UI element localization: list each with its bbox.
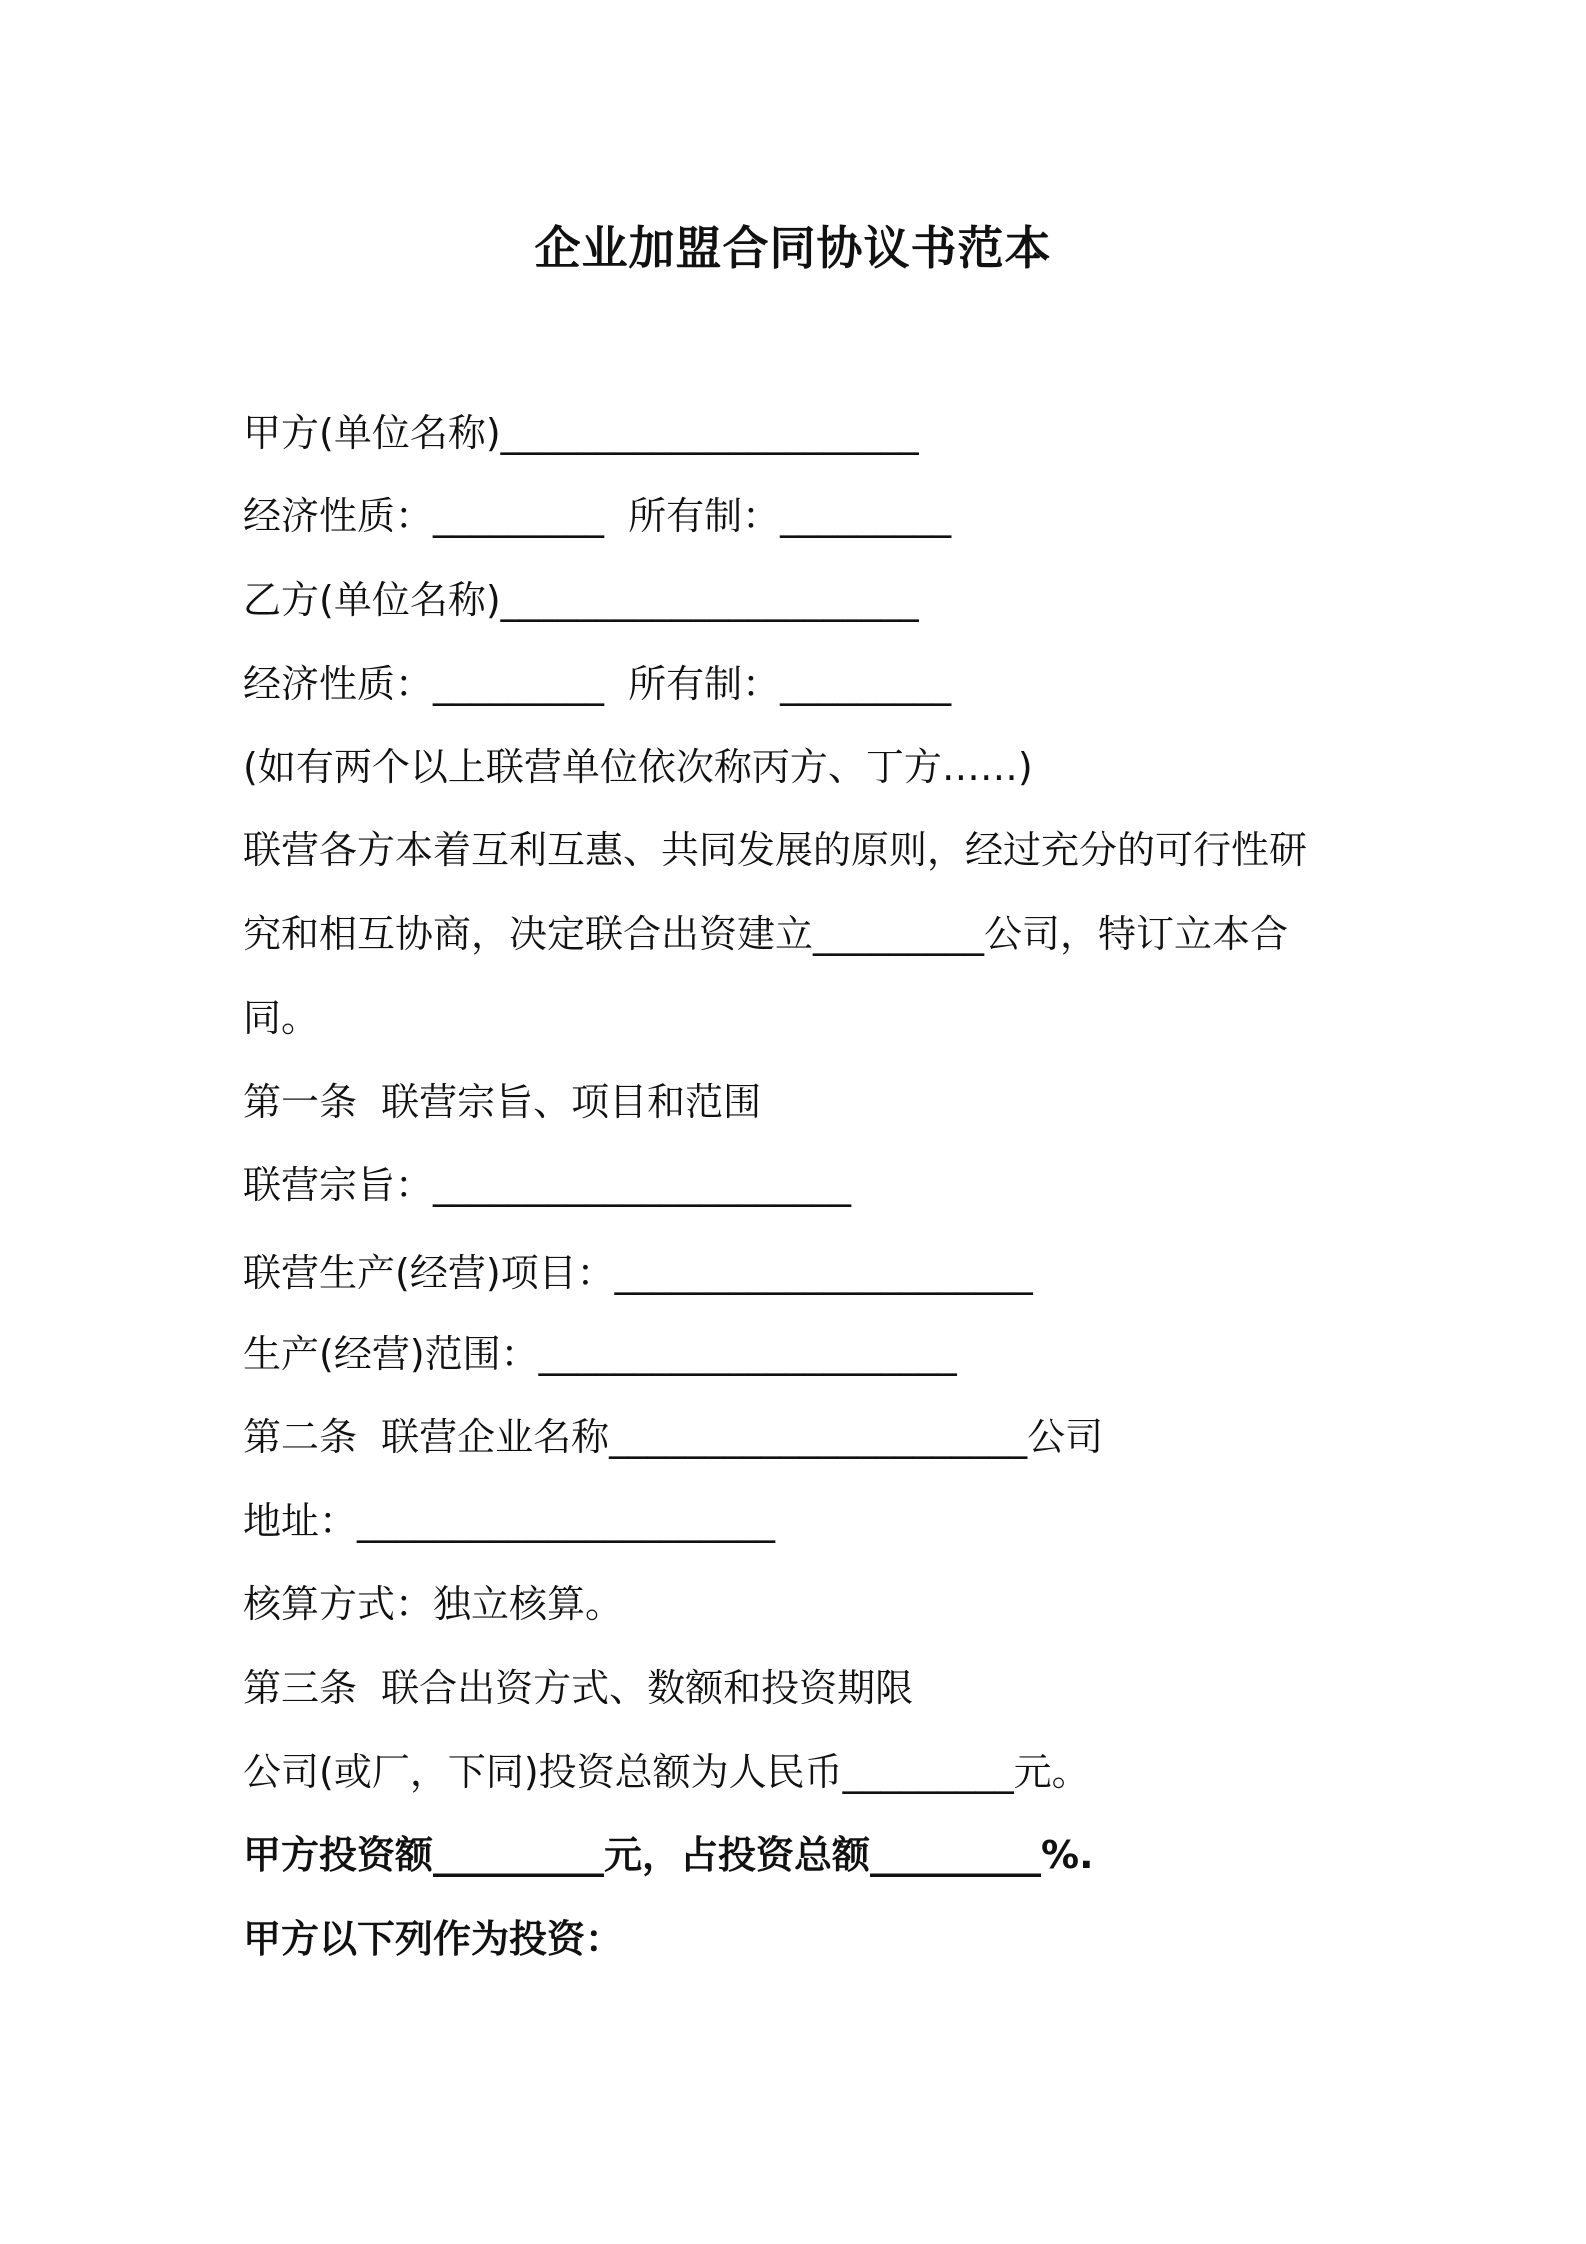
preamble-line-2: 究和相互协商，决定联合出资建立_________公司，特订立本合 [243,912,1289,956]
document-title: 企业加盟合同协议书范本 [534,221,1052,275]
accounting-method-line: 核算方式：独立核算。 [243,1582,624,1626]
preamble-line-3: 同。 [243,996,320,1040]
party-a-investment-items-line: 甲方以下列作为投资： [243,1917,624,1961]
party-a-name-line: 甲方(单位名称)______________________ [243,411,919,455]
project-line: 联营生产(经营)项目：______________________ [243,1251,1033,1295]
preamble-line-1: 联营各方本着互利互惠、共同发展的原则，经过充分的可行性研 [243,828,1308,872]
additional-parties-note: (如有两个以上联营单位依次称丙方、丁方……) [243,745,1033,789]
article-1-heading: 第一条 联营宗旨、项目和范围 [243,1080,762,1124]
party-a-investment-line: 甲方投资额_________元，占投资总额_________%. [243,1833,1094,1877]
address-line: 地址：______________________ [243,1499,776,1543]
total-investment-line: 公司(或厂，下同)投资总额为人民币_________元。 [243,1750,1090,1794]
party-b-economic-nature-line: 经济性质：_________ 所有制：_________ [243,662,952,706]
article-2-heading: 第二条 联营企业名称______________________公司 [243,1415,1104,1459]
purpose-line: 联营宗旨：______________________ [243,1163,852,1207]
article-3-heading: 第三条 联合出资方式、数额和投资期限 [243,1666,914,1710]
party-a-economic-nature-line: 经济性质：_________ 所有制：_________ [243,494,952,538]
scope-line: 生产(经营)范围：______________________ [243,1332,957,1376]
party-b-name-line: 乙方(单位名称)______________________ [243,578,919,622]
